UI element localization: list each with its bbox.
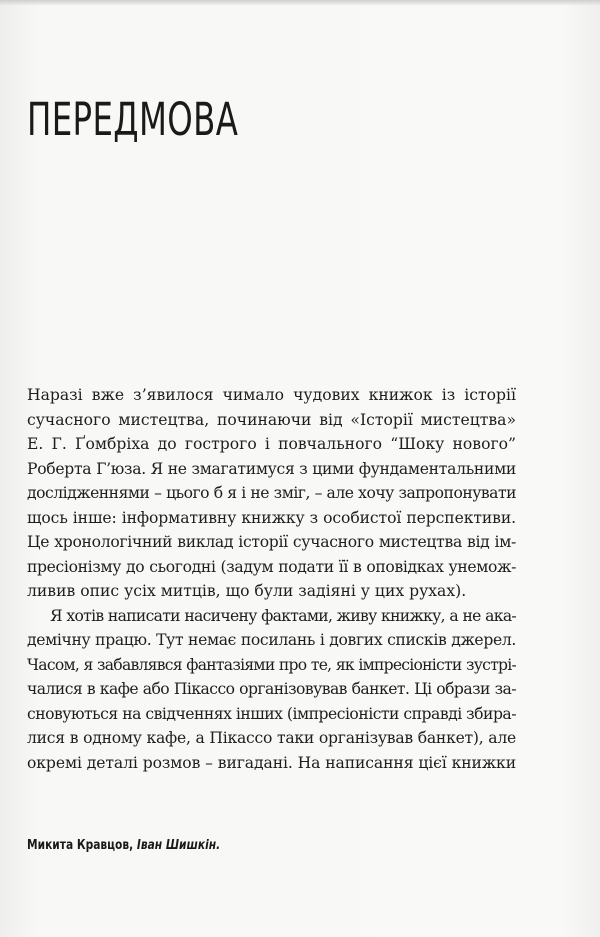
text-line: чалися в кафе або Пікассо організовував банкет. Ці образи за- — [27, 680, 516, 698]
text-line: Роберта Г’юза. Я не змагатимуся з цими фундаментальними — [27, 459, 516, 478]
text-line: Це хронологічний виклад історії сучасного мистецтва від ім- — [27, 533, 516, 551]
text-line: ливив опис усіх митців, що були задіяні у цих рухах). — [27, 582, 467, 600]
text-line: окремі деталі розмов – вигадані. На написання цієї книжки — [27, 753, 516, 772]
text-line: Е. Г. Ґомбріха до гострого і повчального “Шоку нового” — [27, 435, 516, 453]
text-line: сновуються на свідченнях інших (імпресіоністи справді збира- — [27, 704, 516, 723]
translator-credit — [27, 838, 220, 853]
paragraph-2 — [27, 604, 516, 776]
text-line: лися в одному кафе, а Пікассо таки організував банкет), але — [27, 729, 516, 747]
page-heading: ПЕРЕДМОВА — [27, 93, 239, 146]
text-line: Наразі вже з’явилося чимало чудових книжок із історії — [27, 386, 516, 404]
paragraph-1 — [27, 383, 516, 604]
text-line: щось інше: інформативну книжку з особистої перспективи. — [27, 508, 516, 527]
translator-name-1: Микита Кравцов — [27, 838, 130, 853]
translator-name-2: Іван Шишкін. — [136, 838, 221, 853]
text-line: дослідженнями – цього б я і не зміг, – але хочу запропонувати — [27, 484, 516, 502]
text-line: сучасного мистецтва, починаючи від «Історії мистецтва» — [27, 410, 516, 429]
text-line: Я хотів написати насичену фактами, живу книжку, а не ака- — [50, 606, 516, 625]
text-line: демічну працю. Тут немає посилань і довгих списків джерел. — [27, 631, 516, 649]
body-text — [27, 383, 516, 775]
page-top-edge — [0, 0, 600, 6]
text-line: Часом, я забавлявся фантазіями про те, як імпресіоністи зустрі- — [27, 655, 516, 674]
credit-separator: , — [129, 838, 134, 853]
text-line: пресіонізму до сьогодні (задум подати її в оповідках унемож- — [27, 557, 516, 576]
